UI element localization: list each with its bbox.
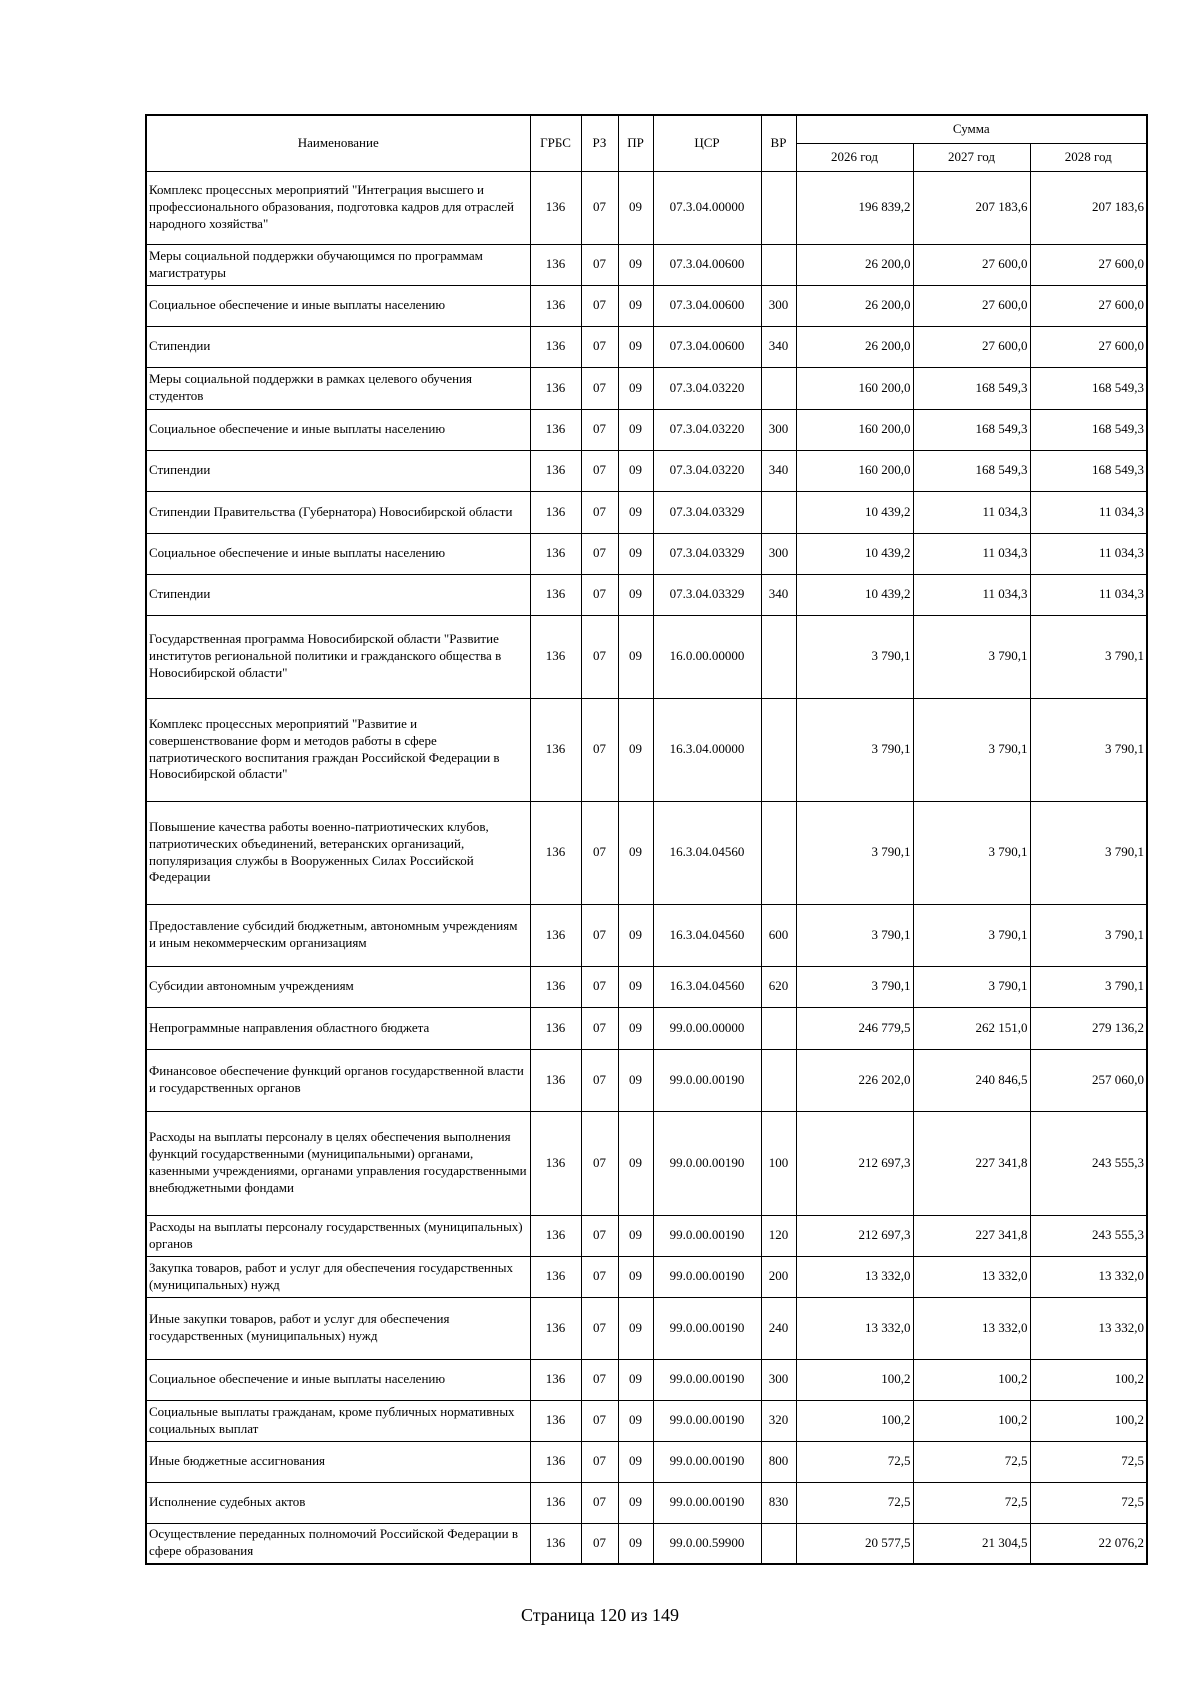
row-grbs: 136 <box>530 1441 581 1482</box>
row-vr: 600 <box>761 904 796 966</box>
row-vr <box>761 1049 796 1111</box>
row-pr: 09 <box>618 285 653 326</box>
row-rz: 07 <box>581 801 618 904</box>
row-pr: 09 <box>618 1256 653 1297</box>
row-grbs: 136 <box>530 533 581 574</box>
table-row <box>146 615 1147 698</box>
row-name: Закупка товаров, работ и услуг для обеспечения государственных (муниципальных) нужд <box>146 1256 530 1297</box>
row-sum-2027: 262 151,0 <box>913 1007 1030 1049</box>
row-sum-2027: 11 034,3 <box>913 491 1030 533</box>
row-vr: 620 <box>761 966 796 1007</box>
table-row <box>146 1111 1147 1215</box>
row-sum-2028: 11 034,3 <box>1030 574 1147 615</box>
row-grbs: 136 <box>530 1111 581 1215</box>
row-sum-2028: 168 549,3 <box>1030 367 1147 409</box>
row-sum-2028: 3 790,1 <box>1030 904 1147 966</box>
row-grbs: 136 <box>530 244 581 285</box>
row-vr <box>761 801 796 904</box>
row-grbs: 136 <box>530 1400 581 1441</box>
row-sum-2028: 207 183,6 <box>1030 171 1147 244</box>
row-vr: 320 <box>761 1400 796 1441</box>
row-pr: 09 <box>618 1482 653 1523</box>
header-vr: ВР <box>761 115 796 171</box>
row-rz: 07 <box>581 1007 618 1049</box>
table-row <box>146 171 1147 244</box>
row-sum-2026: 10 439,2 <box>796 533 913 574</box>
row-grbs: 136 <box>530 1297 581 1359</box>
row-rz: 07 <box>581 285 618 326</box>
row-rz: 07 <box>581 409 618 450</box>
row-pr: 09 <box>618 1049 653 1111</box>
table-row <box>146 367 1147 409</box>
row-sum-2026: 160 200,0 <box>796 450 913 491</box>
row-csr: 07.3.04.03220 <box>653 450 761 491</box>
row-csr: 16.3.04.00000 <box>653 698 761 801</box>
row-sum-2028: 27 600,0 <box>1030 285 1147 326</box>
row-grbs: 136 <box>530 1523 581 1564</box>
row-pr: 09 <box>618 1111 653 1215</box>
table-body <box>146 171 1147 1564</box>
row-grbs: 136 <box>530 1359 581 1400</box>
row-sum-2026: 3 790,1 <box>796 904 913 966</box>
row-sum-2028: 168 549,3 <box>1030 409 1147 450</box>
row-sum-2027: 168 549,3 <box>913 367 1030 409</box>
row-grbs: 136 <box>530 1482 581 1523</box>
row-vr <box>761 615 796 698</box>
row-vr <box>761 244 796 285</box>
row-name: Социальное обеспечение и иные выплаты населению <box>146 285 530 326</box>
row-rz: 07 <box>581 698 618 801</box>
row-sum-2026: 3 790,1 <box>796 801 913 904</box>
row-sum-2026: 3 790,1 <box>796 615 913 698</box>
row-vr <box>761 171 796 244</box>
row-rz: 07 <box>581 326 618 367</box>
row-grbs: 136 <box>530 615 581 698</box>
row-csr: 07.3.04.03329 <box>653 574 761 615</box>
row-sum-2028: 11 034,3 <box>1030 491 1147 533</box>
row-vr: 240 <box>761 1297 796 1359</box>
row-csr: 07.3.04.03329 <box>653 533 761 574</box>
row-sum-2026: 3 790,1 <box>796 966 913 1007</box>
table-row <box>146 1482 1147 1523</box>
header-year-2027: 2027 год <box>913 143 1030 171</box>
row-csr: 07.3.04.03329 <box>653 491 761 533</box>
row-rz: 07 <box>581 966 618 1007</box>
table-row <box>146 533 1147 574</box>
row-csr: 07.3.04.00000 <box>653 171 761 244</box>
row-name: Иные бюджетные ассигнования <box>146 1441 530 1482</box>
table-row <box>146 1007 1147 1049</box>
row-sum-2028: 100,2 <box>1030 1400 1147 1441</box>
row-vr: 800 <box>761 1441 796 1482</box>
row-csr: 16.0.00.00000 <box>653 615 761 698</box>
row-grbs: 136 <box>530 1007 581 1049</box>
row-grbs: 136 <box>530 491 581 533</box>
table-row <box>146 801 1147 904</box>
row-sum-2026: 72,5 <box>796 1441 913 1482</box>
table-row <box>146 1359 1147 1400</box>
row-sum-2027: 27 600,0 <box>913 326 1030 367</box>
row-name: Предоставление субсидий бюджетным, автономным учреждениям и иным некоммерческим организациям <box>146 904 530 966</box>
row-vr: 300 <box>761 409 796 450</box>
table-row <box>146 244 1147 285</box>
row-sum-2027: 3 790,1 <box>913 615 1030 698</box>
row-sum-2028: 72,5 <box>1030 1482 1147 1523</box>
table-row <box>146 491 1147 533</box>
row-pr: 09 <box>618 1400 653 1441</box>
row-name: Иные закупки товаров, работ и услуг для обеспечения государственных (муниципальных) нужд <box>146 1297 530 1359</box>
row-sum-2026: 196 839,2 <box>796 171 913 244</box>
row-rz: 07 <box>581 1359 618 1400</box>
row-pr: 09 <box>618 450 653 491</box>
row-sum-2026: 26 200,0 <box>796 285 913 326</box>
row-sum-2027: 3 790,1 <box>913 966 1030 1007</box>
row-sum-2026: 10 439,2 <box>796 574 913 615</box>
row-sum-2027: 100,2 <box>913 1400 1030 1441</box>
row-name: Субсидии автономным учреждениям <box>146 966 530 1007</box>
row-grbs: 136 <box>530 1049 581 1111</box>
row-sum-2026: 3 790,1 <box>796 698 913 801</box>
table-row <box>146 904 1147 966</box>
row-rz: 07 <box>581 1111 618 1215</box>
table-row <box>146 285 1147 326</box>
table-row <box>146 1215 1147 1256</box>
row-pr: 09 <box>618 171 653 244</box>
row-rz: 07 <box>581 1482 618 1523</box>
row-name: Финансовое обеспечение функций органов государственной власти и государственных органов <box>146 1049 530 1111</box>
row-sum-2028: 27 600,0 <box>1030 244 1147 285</box>
row-name: Социальные выплаты гражданам, кроме публичных нормативных социальных выплат <box>146 1400 530 1441</box>
row-sum-2027: 240 846,5 <box>913 1049 1030 1111</box>
row-name: Расходы на выплаты персоналу в целях обеспечения выполнения функций государственными (муниципальными) органами, казенными учреждениями, органами управления государственными внебюджетными фондами <box>146 1111 530 1215</box>
table-row <box>146 1049 1147 1111</box>
header-grbs: ГРБС <box>530 115 581 171</box>
row-vr: 830 <box>761 1482 796 1523</box>
row-vr: 300 <box>761 285 796 326</box>
row-sum-2028: 72,5 <box>1030 1441 1147 1482</box>
row-rz: 07 <box>581 450 618 491</box>
row-rz: 07 <box>581 533 618 574</box>
row-sum-2028: 22 076,2 <box>1030 1523 1147 1564</box>
row-grbs: 136 <box>530 367 581 409</box>
row-sum-2027: 13 332,0 <box>913 1297 1030 1359</box>
row-vr: 100 <box>761 1111 796 1215</box>
row-grbs: 136 <box>530 966 581 1007</box>
row-grbs: 136 <box>530 801 581 904</box>
row-name: Меры социальной поддержки в рамках целевого обучения студентов <box>146 367 530 409</box>
table-row <box>146 1523 1147 1564</box>
row-sum-2028: 11 034,3 <box>1030 533 1147 574</box>
row-sum-2028: 3 790,1 <box>1030 966 1147 1007</box>
row-sum-2026: 212 697,3 <box>796 1215 913 1256</box>
row-sum-2028: 3 790,1 <box>1030 801 1147 904</box>
row-csr: 16.3.04.04560 <box>653 966 761 1007</box>
row-pr: 09 <box>618 244 653 285</box>
row-grbs: 136 <box>530 574 581 615</box>
row-csr: 99.0.00.00190 <box>653 1400 761 1441</box>
row-vr <box>761 367 796 409</box>
row-name: Непрограммные направления областного бюджета <box>146 1007 530 1049</box>
budget-table <box>145 114 1148 1565</box>
table-row <box>146 1400 1147 1441</box>
row-sum-2026: 20 577,5 <box>796 1523 913 1564</box>
row-grbs: 136 <box>530 409 581 450</box>
row-csr: 07.3.04.00600 <box>653 244 761 285</box>
row-sum-2027: 3 790,1 <box>913 801 1030 904</box>
row-sum-2026: 13 332,0 <box>796 1256 913 1297</box>
row-grbs: 136 <box>530 1215 581 1256</box>
row-name: Повышение качества работы военно-патриотических клубов, патриотических объединений, ветеранских организаций, популяризация службы в Вооруженных Силах Российской Федерации <box>146 801 530 904</box>
table-row <box>146 450 1147 491</box>
row-pr: 09 <box>618 698 653 801</box>
row-sum-2026: 26 200,0 <box>796 244 913 285</box>
row-sum-2028: 168 549,3 <box>1030 450 1147 491</box>
row-sum-2028: 13 332,0 <box>1030 1297 1147 1359</box>
row-name: Расходы на выплаты персоналу государственных (муниципальных) органов <box>146 1215 530 1256</box>
row-name: Меры социальной поддержки обучающимся по программам магистратуры <box>146 244 530 285</box>
row-vr: 300 <box>761 533 796 574</box>
row-sum-2027: 27 600,0 <box>913 244 1030 285</box>
row-sum-2026: 100,2 <box>796 1400 913 1441</box>
row-csr: 07.3.04.00600 <box>653 285 761 326</box>
header-pr: ПР <box>618 115 653 171</box>
row-sum-2028: 3 790,1 <box>1030 615 1147 698</box>
row-sum-2027: 11 034,3 <box>913 574 1030 615</box>
row-csr: 99.0.00.00000 <box>653 1007 761 1049</box>
row-rz: 07 <box>581 904 618 966</box>
row-pr: 09 <box>618 1297 653 1359</box>
row-csr: 07.3.04.00600 <box>653 326 761 367</box>
row-sum-2027: 227 341,8 <box>913 1111 1030 1215</box>
row-pr: 09 <box>618 615 653 698</box>
table-row <box>146 966 1147 1007</box>
row-sum-2026: 160 200,0 <box>796 409 913 450</box>
row-rz: 07 <box>581 367 618 409</box>
row-rz: 07 <box>581 1256 618 1297</box>
row-sum-2028: 13 332,0 <box>1030 1256 1147 1297</box>
row-rz: 07 <box>581 1049 618 1111</box>
row-rz: 07 <box>581 574 618 615</box>
row-sum-2026: 246 779,5 <box>796 1007 913 1049</box>
row-pr: 09 <box>618 491 653 533</box>
row-sum-2027: 72,5 <box>913 1441 1030 1482</box>
row-sum-2026: 100,2 <box>796 1359 913 1400</box>
row-sum-2027: 100,2 <box>913 1359 1030 1400</box>
row-rz: 07 <box>581 491 618 533</box>
row-name: Социальное обеспечение и иные выплаты населению <box>146 409 530 450</box>
row-vr <box>761 1007 796 1049</box>
row-pr: 09 <box>618 966 653 1007</box>
row-sum-2027: 11 034,3 <box>913 533 1030 574</box>
row-vr: 120 <box>761 1215 796 1256</box>
row-sum-2027: 207 183,6 <box>913 171 1030 244</box>
row-sum-2028: 243 555,3 <box>1030 1111 1147 1215</box>
table-row <box>146 1297 1147 1359</box>
row-vr: 340 <box>761 574 796 615</box>
row-sum-2026: 226 202,0 <box>796 1049 913 1111</box>
row-csr: 99.0.00.00190 <box>653 1111 761 1215</box>
row-csr: 99.0.00.00190 <box>653 1049 761 1111</box>
row-rz: 07 <box>581 1441 618 1482</box>
row-csr: 99.0.00.00190 <box>653 1482 761 1523</box>
row-sum-2027: 21 304,5 <box>913 1523 1030 1564</box>
row-sum-2028: 3 790,1 <box>1030 698 1147 801</box>
row-grbs: 136 <box>530 326 581 367</box>
row-csr: 99.0.00.59900 <box>653 1523 761 1564</box>
row-rz: 07 <box>581 171 618 244</box>
row-pr: 09 <box>618 1215 653 1256</box>
row-sum-2028: 27 600,0 <box>1030 326 1147 367</box>
row-pr: 09 <box>618 409 653 450</box>
row-name: Исполнение судебных актов <box>146 1482 530 1523</box>
table-row <box>146 1256 1147 1297</box>
header-csr: ЦСР <box>653 115 761 171</box>
row-name: Стипендии <box>146 450 530 491</box>
row-sum-2026: 13 332,0 <box>796 1297 913 1359</box>
row-name: Государственная программа Новосибирской области "Развитие институтов региональной политики и гражданского общества в Новосибирской области" <box>146 615 530 698</box>
header-year-2026: 2026 год <box>796 143 913 171</box>
row-pr: 09 <box>618 533 653 574</box>
row-pr: 09 <box>618 904 653 966</box>
row-sum-2027: 3 790,1 <box>913 904 1030 966</box>
row-vr: 340 <box>761 450 796 491</box>
row-csr: 99.0.00.00190 <box>653 1359 761 1400</box>
row-sum-2028: 279 136,2 <box>1030 1007 1147 1049</box>
table-row <box>146 698 1147 801</box>
row-csr: 99.0.00.00190 <box>653 1256 761 1297</box>
row-rz: 07 <box>581 1215 618 1256</box>
row-vr <box>761 1523 796 1564</box>
row-csr: 99.0.00.00190 <box>653 1297 761 1359</box>
header-year-2028: 2028 год <box>1030 143 1147 171</box>
row-grbs: 136 <box>530 171 581 244</box>
row-sum-2027: 168 549,3 <box>913 450 1030 491</box>
header-rz: РЗ <box>581 115 618 171</box>
row-sum-2027: 27 600,0 <box>913 285 1030 326</box>
row-csr: 07.3.04.03220 <box>653 367 761 409</box>
row-vr: 300 <box>761 1359 796 1400</box>
row-sum-2026: 160 200,0 <box>796 367 913 409</box>
row-grbs: 136 <box>530 285 581 326</box>
row-sum-2026: 212 697,3 <box>796 1111 913 1215</box>
header-name: Наименование <box>146 115 530 171</box>
row-sum-2027: 168 549,3 <box>913 409 1030 450</box>
row-vr <box>761 491 796 533</box>
row-grbs: 136 <box>530 1256 581 1297</box>
row-name: Комплекс процессных мероприятий "Развитие и совершенствование форм и методов работы в сфере патриотического воспитания граждан Российской Федерации в Новосибирской области" <box>146 698 530 801</box>
row-name: Комплекс процессных мероприятий "Интеграция высшего и профессионального образования, подготовка кадров для отраслей народного хозяйства" <box>146 171 530 244</box>
header-sum: Сумма <box>796 115 1147 143</box>
row-rz: 07 <box>581 1523 618 1564</box>
row-sum-2028: 243 555,3 <box>1030 1215 1147 1256</box>
row-rz: 07 <box>581 615 618 698</box>
table-row <box>146 1441 1147 1482</box>
row-sum-2028: 257 060,0 <box>1030 1049 1147 1111</box>
row-name: Социальное обеспечение и иные выплаты населению <box>146 1359 530 1400</box>
row-sum-2026: 72,5 <box>796 1482 913 1523</box>
row-grbs: 136 <box>530 450 581 491</box>
page-number: Страница 120 из 149 <box>521 1605 679 1625</box>
row-name: Стипендии <box>146 326 530 367</box>
row-sum-2028: 100,2 <box>1030 1359 1147 1400</box>
row-vr: 200 <box>761 1256 796 1297</box>
row-pr: 09 <box>618 326 653 367</box>
row-name: Социальное обеспечение и иные выплаты населению <box>146 533 530 574</box>
table-row <box>146 574 1147 615</box>
row-pr: 09 <box>618 1007 653 1049</box>
row-csr: 16.3.04.04560 <box>653 904 761 966</box>
row-csr: 16.3.04.04560 <box>653 801 761 904</box>
row-sum-2026: 26 200,0 <box>796 326 913 367</box>
row-name: Стипендии <box>146 574 530 615</box>
row-rz: 07 <box>581 244 618 285</box>
row-pr: 09 <box>618 367 653 409</box>
table-header <box>146 115 1147 171</box>
row-pr: 09 <box>618 1359 653 1400</box>
row-rz: 07 <box>581 1400 618 1441</box>
row-sum-2027: 227 341,8 <box>913 1215 1030 1256</box>
row-csr: 07.3.04.03220 <box>653 409 761 450</box>
table-row <box>146 409 1147 450</box>
row-grbs: 136 <box>530 904 581 966</box>
row-sum-2027: 3 790,1 <box>913 698 1030 801</box>
row-csr: 99.0.00.00190 <box>653 1215 761 1256</box>
row-name: Осуществление переданных полномочий Российской Федерации в сфере образования <box>146 1523 530 1564</box>
table-row <box>146 326 1147 367</box>
row-pr: 09 <box>618 1441 653 1482</box>
row-pr: 09 <box>618 1523 653 1564</box>
row-sum-2027: 13 332,0 <box>913 1256 1030 1297</box>
row-pr: 09 <box>618 801 653 904</box>
row-sum-2026: 10 439,2 <box>796 491 913 533</box>
row-grbs: 136 <box>530 698 581 801</box>
row-csr: 99.0.00.00190 <box>653 1441 761 1482</box>
row-vr: 340 <box>761 326 796 367</box>
row-pr: 09 <box>618 574 653 615</box>
row-name: Стипендии Правительства (Губернатора) Новосибирской области <box>146 491 530 533</box>
row-sum-2027: 72,5 <box>913 1482 1030 1523</box>
row-vr <box>761 698 796 801</box>
row-rz: 07 <box>581 1297 618 1359</box>
